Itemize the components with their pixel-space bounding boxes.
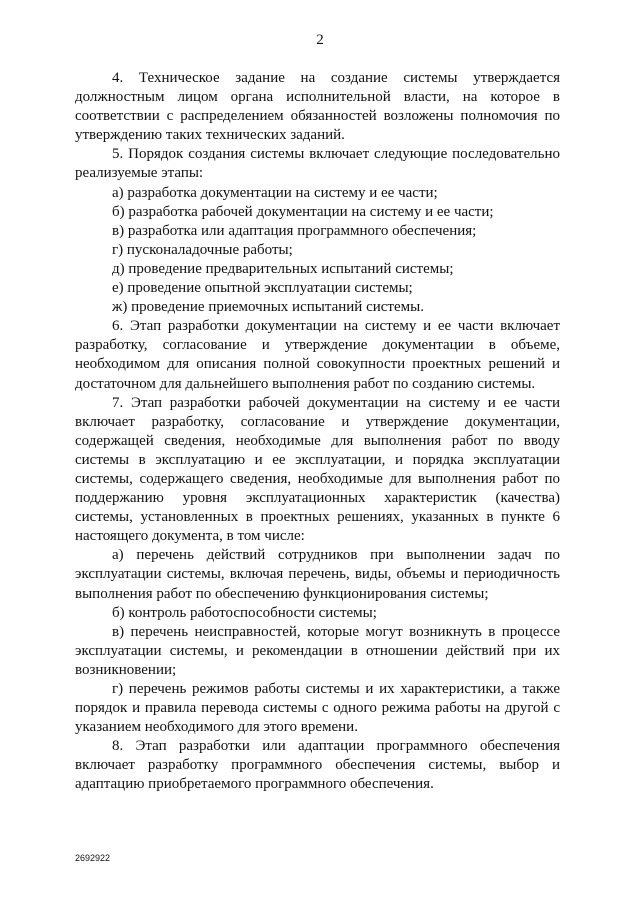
paragraph-7-working-documentation-stage: 7. Этап разработки рабочей документации на систему и ее части включает разработку, согласование и утверждение документации, содержащей сведения, необходимые для выполнения работ по вводу системы в эксплуатацию и ее эксплуатации, и порядка эксплуатации системы, содержащего сведения, необходимые для выполнения работ по поддержанию уровня эксплуатационных характеристик (качества) системы, установленных в проектных решениях, указанных в пункте 6 настоящего документа, в том числе: [75, 394, 560, 545]
list-item-5g: ж) проведение приемочных испытаний системы. [112, 299, 424, 316]
page-number: 2 [316, 32, 324, 48]
document-body [75, 69, 560, 795]
paragraph-5-creation-order: 5. Порядок создания системы включает следующие последовательно реализуемые этапы: [75, 146, 560, 182]
list-item-5b: б) разработка рабочей документации на систему и ее части; [112, 203, 494, 220]
list-item-5f: е) проведение опытной эксплуатации системы; [112, 280, 413, 297]
list-item-5e: д) проведение предварительных испытаний системы; [112, 260, 454, 277]
list-item-5c: в) разработка или адаптация программного обеспечения; [112, 222, 477, 239]
paragraph-8-software-stage: 8. Этап разработки или адаптации программного обеспечения включает разработку программного обеспечения системы, выбор и адаптацию приобретаемого программного обеспечения. [75, 738, 560, 793]
list-item-5d: г) пусконаладочные работы; [112, 241, 293, 258]
list-item-7b: б) контроль работоспособности системы; [112, 604, 377, 621]
list-item-7d: г) перечень режимов работы системы и их характеристики, а также порядок и правила перевода системы с одного режима работы на другой с указанием необходимого для этого времени. [75, 681, 560, 736]
paragraph-4-technical-assignment: 4. Техническое задание на создание системы утверждается должностным лицом органа исполнительной власти, на которое в соответствии с распределением обязанностей возложены полномочия по утверждению таких технических заданий. [75, 70, 560, 144]
document-code: 2692922 [75, 853, 111, 863]
list-item-7a: а) перечень действий сотрудников при выполнении задач по эксплуатации системы, включая перечень, виды, объемы и периодичность выполнения работ по обеспечению функционирования системы; [75, 547, 560, 602]
list-item-7c: в) перечень неисправностей, которые могут возникнуть в процессе эксплуатации системы, и рекомендации в отношении действий при их возникновении; [75, 623, 560, 678]
list-item-5a: а) разработка документации на систему и ее части; [112, 184, 438, 201]
paragraph-6-documentation-stage: 6. Этап разработки документации на систему и ее части включает разработку, согласование и утверждение документации в объеме, необходимом для описания полной совокупности проектных решений и достаточном для дальнейшего выполнения работ по созданию системы. [75, 318, 560, 392]
